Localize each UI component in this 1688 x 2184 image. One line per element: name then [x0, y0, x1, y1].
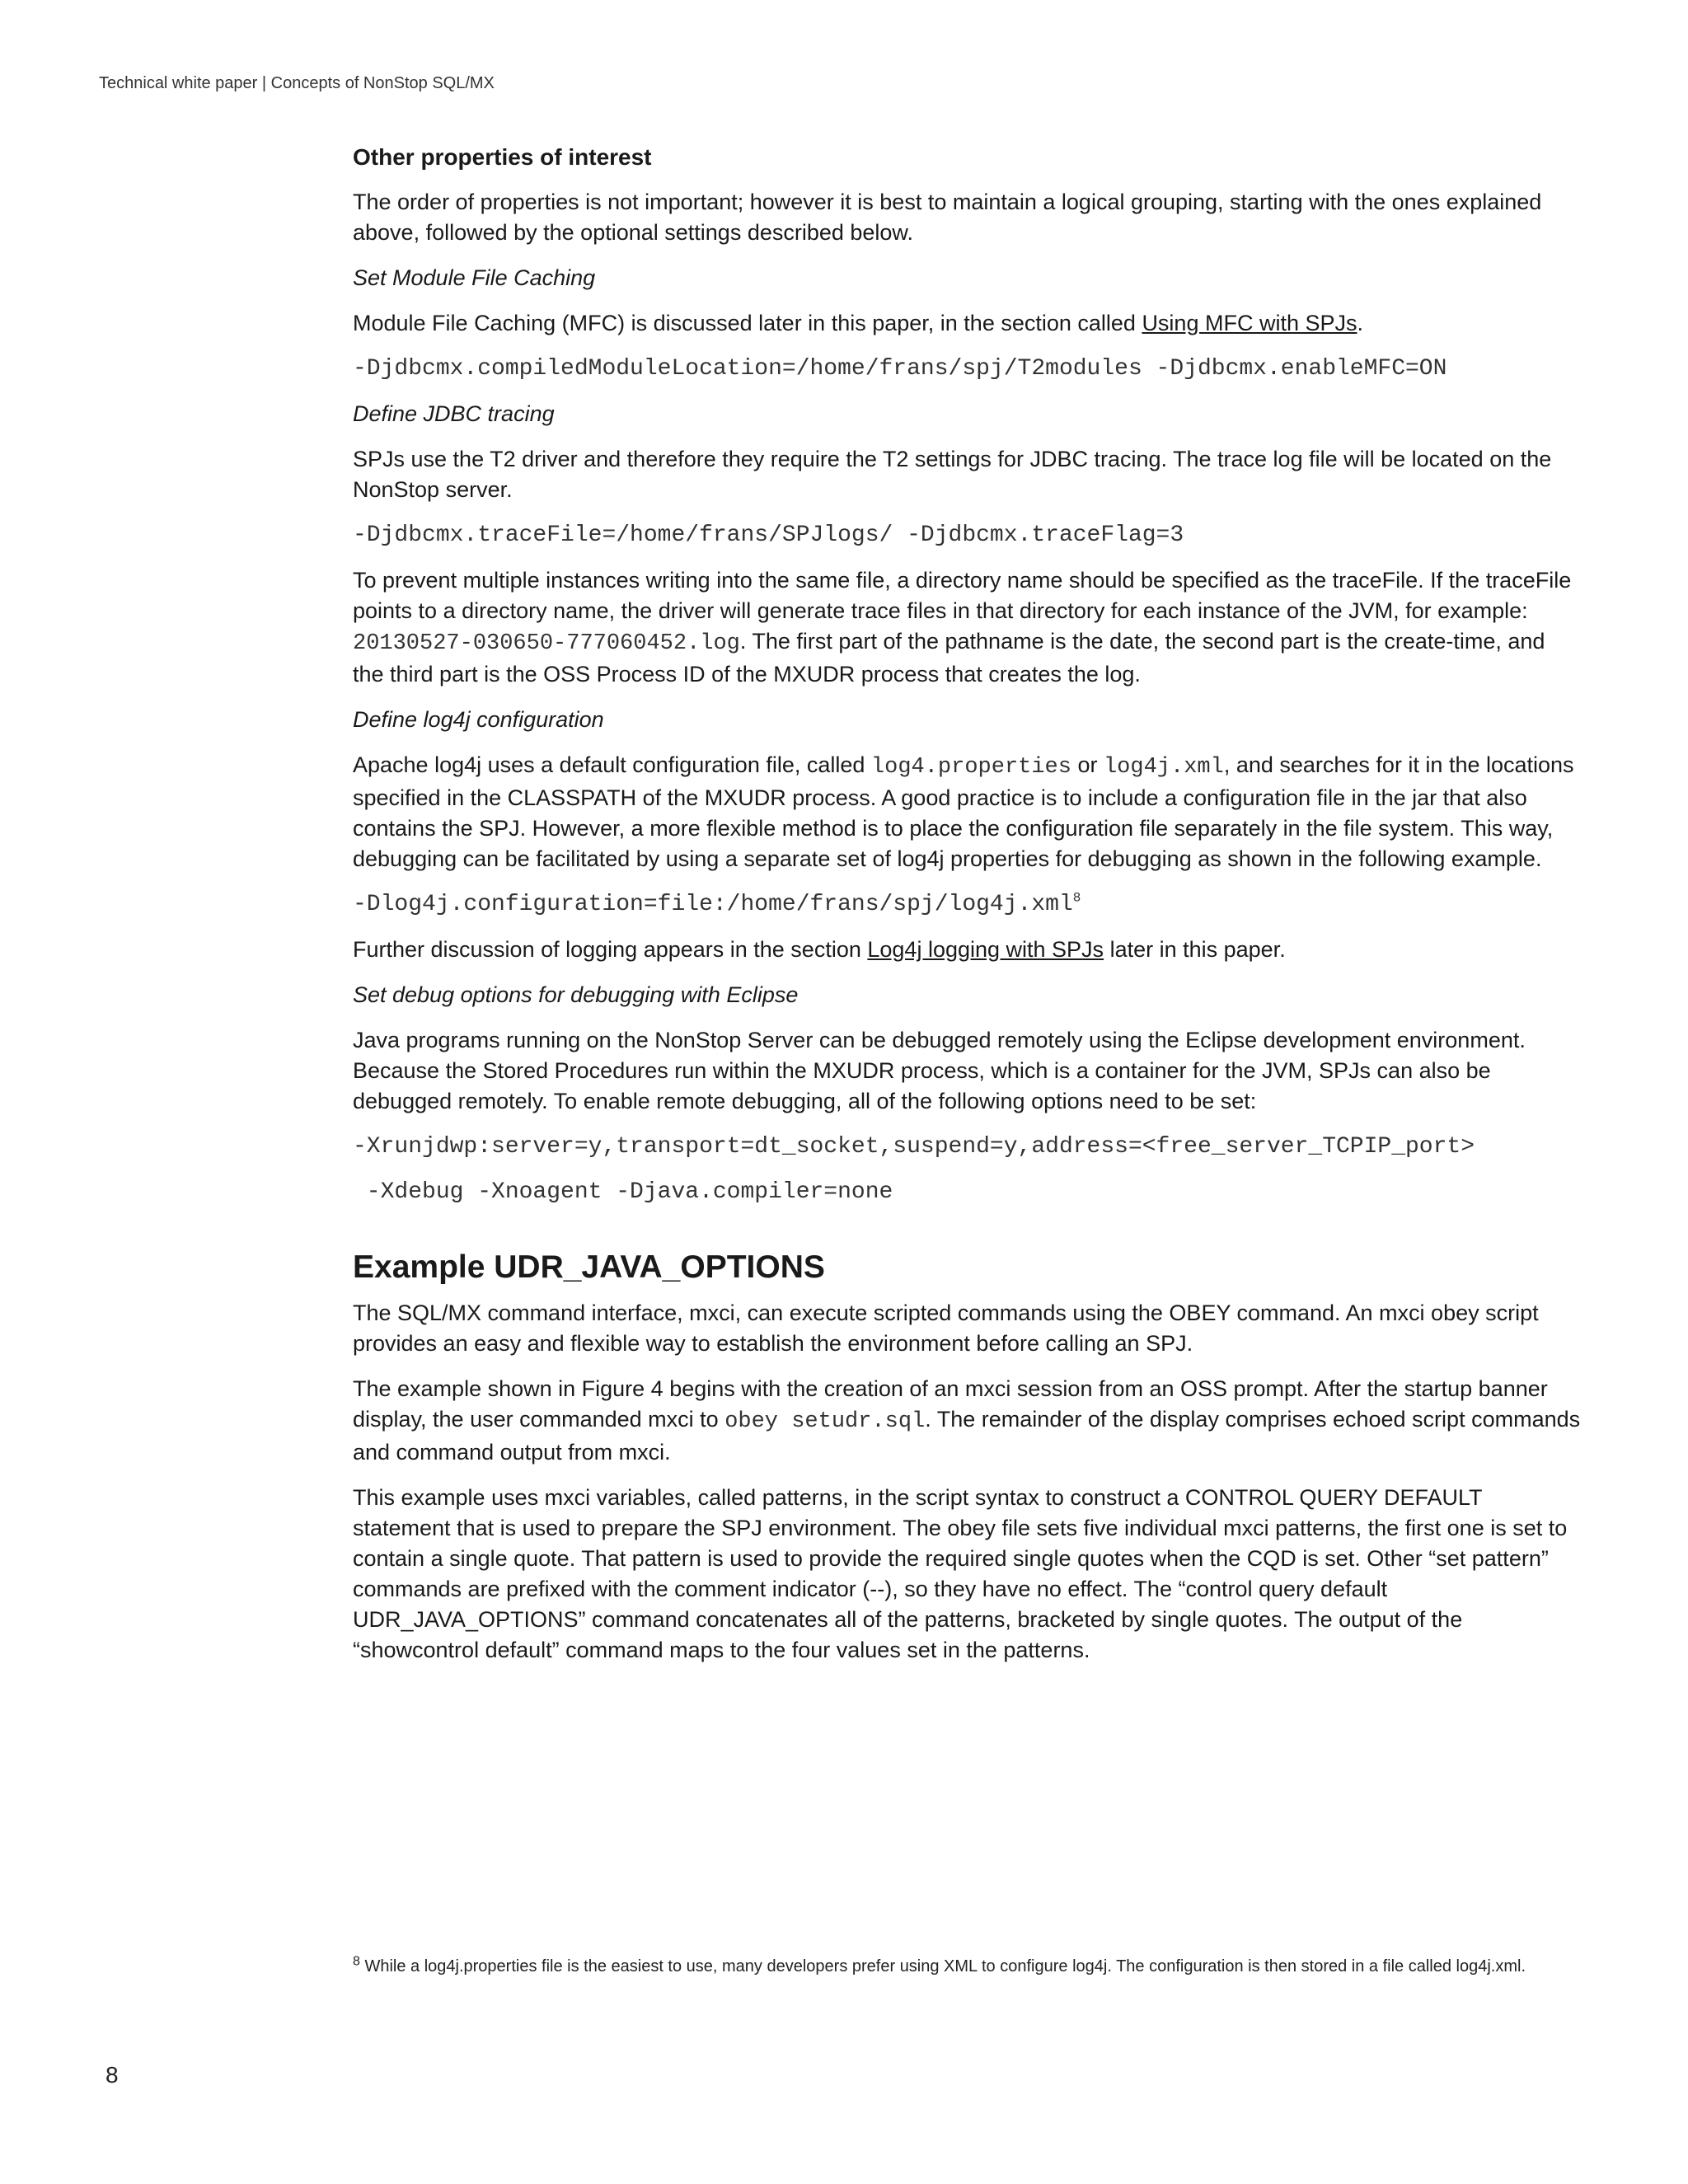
- running-head: Technical white paper | Concepts of NonStop SQL/MX: [99, 74, 495, 92]
- log4j-further-after: later in this paper.: [1104, 937, 1286, 962]
- mfc-section: [353, 263, 1581, 384]
- log4j-code-b: log4j.xml: [1103, 755, 1224, 780]
- other-properties-intro: The order of properties is not important; however it is best to maintain a logical grouping, starting with the ones explained above, followed by the optional settings described below.: [353, 190, 1542, 245]
- example-para-1: The SQL/MX command interface, mxci, can execute scripted commands using the OBEY command. An mxci obey script provides an easy and flexible way to establish the environment before calling an SPJ.: [353, 1301, 1539, 1356]
- log4j-code-text: -Dlog4j.configuration=file:/home/frans/spj/log4j.xml: [353, 892, 1073, 917]
- other-properties-section: [353, 142, 1581, 248]
- debug-code-2: -Xdebug -Xnoagent -Djava.compiler=none: [353, 1179, 893, 1205]
- jdbc-text: SPJs use the T2 driver and therefore they require the T2 settings for JDBC tracing. The trace log file will be located on the NonStop server.: [353, 447, 1552, 502]
- jdbc-section: [353, 399, 1581, 690]
- mfc-text: [353, 308, 1581, 339]
- debug-title: Set debug options for debugging with Eclipse: [353, 982, 799, 1007]
- example-para-3: This example uses mxci variables, called patterns, in the script syntax to construct a CONTROL QUERY DEFAULT statement that is used to prepare the SPJ environment. The obey file sets five individual mxci patterns, the first one is set to contain a single quote. That pattern is used to provide the required single quotes when the CQD is set. Other “set pattern” commands are prefixed with the comment indicator (--), so they have no effect. The “control query default UDR_JAVA_OPTIONS” command concatenates all of the patterns, bracketed by single quotes. The output of the “showcontrol default” command maps to the four values set in the patterns.: [353, 1485, 1568, 1662]
- mfc-text-after: .: [1357, 311, 1364, 335]
- log4j-code-a: log4.properties: [870, 755, 1071, 780]
- example-heading: Example UDR_JAVA_OPTIONS: [353, 1249, 825, 1285]
- log4j-code: [353, 889, 1581, 920]
- page-number: 8: [106, 2062, 119, 2088]
- log4j-link[interactable]: Log4j logging with SPJs: [867, 937, 1104, 962]
- log4j-text-a: Apache log4j uses a default configuration file, called: [353, 752, 871, 777]
- mfc-link[interactable]: Using MFC with SPJs: [1142, 311, 1357, 335]
- footnote-text: While a log4j.properties file is the easiest to use, many developers prefer using XML to configure log4j. The configuration is then stored in a file called log4j.xml.: [364, 1957, 1526, 1975]
- jdbc-para2-code: 20130527-030650-777060452.log: [353, 631, 740, 656]
- log4j-section: [353, 705, 1581, 965]
- debug-text: Java programs running on the NonStop Server can be debugged remotely using the Eclipse development environment. Because the Stored Procedures run within the MXUDR process, which is a container for the JVM, SPJs can also be debugged remotely. To enable remote debugging, all of the following options need to be set:: [353, 1028, 1526, 1113]
- mfc-title: Set Module File Caching: [353, 265, 596, 290]
- example-para-2-before: The example shown in Figure 4 begins with the creation of an mxci session from an OSS prompt. After the startup banner display, the user commanded mxci to: [353, 1376, 1548, 1432]
- log4j-text-c: , and searches for it in the locations specified in the CLASSPATH of the MXUDR process. A good practice is to include a configuration file in the jar that also contains the SPJ. However, a more flexible method is to place the configuration file separately in the file system. This way, debugging can be facilitated by using a separate set of log4j properties for debugging as shown in the following example.: [353, 752, 1574, 871]
- jdbc-code: -Djdbcmx.traceFile=/home/frans/SPJlogs/ -Djdbcmx.traceFlag=3: [353, 523, 1184, 548]
- debug-code-1: -Xrunjdwp:server=y,transport=dt_socket,suspend=y,address=<free_server_TCPIP_port>: [353, 1134, 1475, 1160]
- log4j-text: [353, 750, 1581, 874]
- footnote-ref[interactable]: 8: [1072, 890, 1081, 906]
- footnote: [353, 1954, 1531, 1979]
- other-properties-heading: Other properties of interest: [353, 144, 652, 170]
- debug-section: [353, 980, 1581, 1207]
- example-para-2-after: . The remainder of the display comprises echoed script commands and command output from mxci.: [353, 1407, 1581, 1465]
- log4j-further-before: Further discussion of logging appears in the section: [353, 937, 868, 962]
- jdbc-para2-before: To prevent multiple instances writing into the same file, a directory name should be specified as the traceFile. If the traceFile points to a directory name, the driver will generate trace files in that directory for each instance of the JVM, for example:: [353, 568, 1572, 623]
- log4j-text-b: or: [1071, 752, 1104, 777]
- example-para-2: [353, 1374, 1581, 1468]
- mfc-text-before: Module File Caching (MFC) is discussed later in this paper, in the section called: [353, 311, 1142, 335]
- jdbc-para2-after: . The first part of the pathname is the date, the second part is the create-time, and the third part is the OSS Process ID of the MXUDR process that creates the log.: [353, 629, 1545, 687]
- example-section: [353, 1249, 1581, 1666]
- footnote-number: 8: [353, 1954, 360, 1969]
- jdbc-para2: [353, 565, 1581, 690]
- log4j-further: [353, 935, 1581, 965]
- main-content: [353, 142, 1581, 1680]
- example-para-2-code: obey setudr.sql: [724, 1409, 926, 1434]
- log4j-title: Define log4j configuration: [353, 707, 604, 732]
- jdbc-title: Define JDBC tracing: [353, 401, 555, 426]
- mfc-code: -Djdbcmx.compiledModuleLocation=/home/frans/spj/T2modules -Djdbcmx.enableMFC=ON: [353, 356, 1447, 382]
